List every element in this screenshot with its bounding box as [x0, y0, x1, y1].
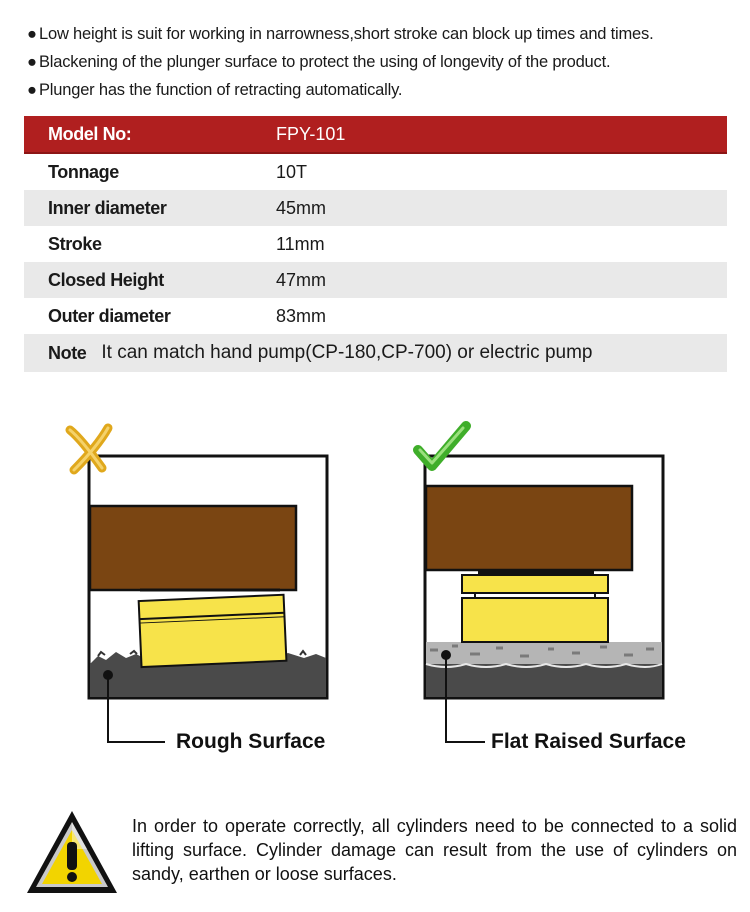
- bullet-dot: ●: [27, 53, 37, 71]
- spec-table: [24, 116, 727, 372]
- spec-header-row: [24, 116, 727, 154]
- spec-row: [24, 190, 727, 226]
- rough-surface-caption: Rough Surface: [176, 730, 326, 753]
- rough-surface-diagram: [70, 428, 327, 742]
- spec-row: [24, 154, 727, 190]
- spec-row: [24, 262, 727, 298]
- tilted-cylinder: [139, 595, 287, 667]
- bullet-dot: ●: [27, 25, 37, 43]
- spec-label: Stroke: [48, 233, 102, 254]
- spec-value: 11mm: [276, 233, 325, 254]
- surface-diagram-illustration: [0, 420, 750, 780]
- feature-item: [27, 76, 742, 104]
- model-value: FPY-101: [276, 123, 346, 144]
- spec-row: [24, 298, 727, 334]
- load-block: [426, 486, 632, 570]
- spec-value: 45mm: [276, 197, 327, 218]
- feature-text: Low height is suit for working in narrowness,short stroke can block up times and times.: [39, 25, 654, 43]
- model-label: Model No:: [48, 123, 132, 144]
- feature-item: [27, 20, 742, 48]
- feature-text: Blackening of the plunger surface to protect the using of longevity of the product.: [39, 53, 611, 71]
- spec-label: Tonnage: [48, 161, 119, 182]
- note-text: It can match hand pump(CP-180,CP-700) or electric pump: [101, 342, 593, 363]
- upright-cylinder: [462, 575, 608, 642]
- note-label: Note: [48, 342, 87, 363]
- spec-label: Closed Height: [48, 269, 164, 290]
- spec-label: Inner diameter: [48, 197, 167, 218]
- surface-diagrams: [0, 420, 750, 780]
- note-row: [24, 334, 727, 372]
- raised-slab: [426, 642, 662, 664]
- spec-label: Outer diameter: [48, 305, 171, 326]
- dark-ground: [426, 662, 662, 697]
- spec-value: 83mm: [276, 305, 327, 326]
- flat-surface-diagram: [418, 426, 663, 742]
- spec-value: 10T: [276, 161, 308, 182]
- spec-row: [24, 226, 727, 262]
- feature-text: Plunger has the function of retracting automatically.: [39, 81, 403, 99]
- flat-surface-caption: Flat Raised Surface: [491, 730, 686, 753]
- bullet-dot: ●: [27, 81, 37, 99]
- load-block: [90, 506, 296, 590]
- warning-text: In order to operate correctly, all cylinders need to be connected to a solid lifting surface. Cylinder damage can result from the use of cylinders on sandy, earthen or loose surfaces.: [132, 816, 737, 884]
- feature-item: [27, 48, 742, 76]
- warning-notice: [20, 808, 737, 898]
- feature-list: [27, 20, 742, 104]
- warning-triangle-icon: [24, 808, 120, 896]
- spec-value: 47mm: [276, 269, 327, 290]
